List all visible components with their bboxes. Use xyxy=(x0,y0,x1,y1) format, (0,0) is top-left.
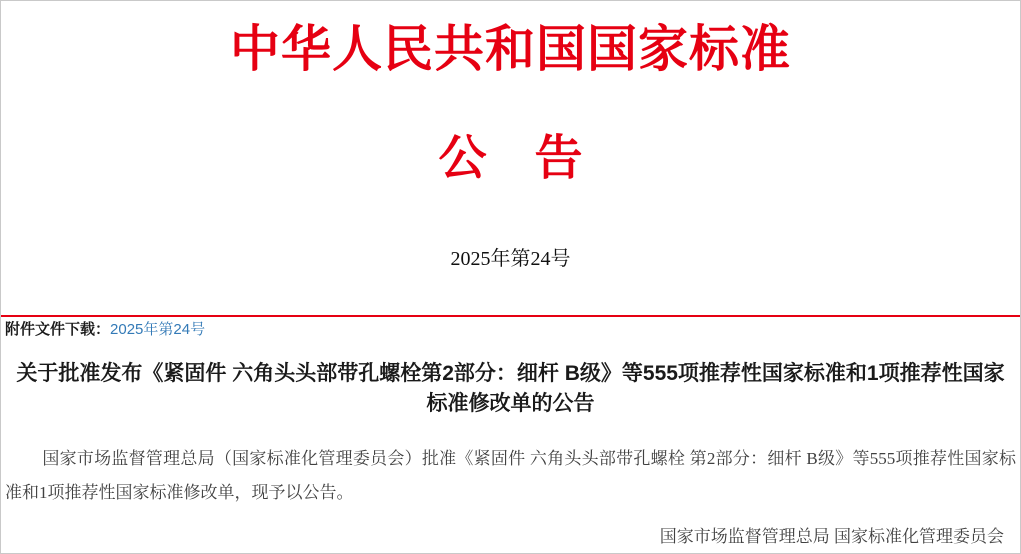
announcement-body: 国家市场监督管理总局（国家标准化管理委员会）批准《紧固件 六角头头部带孔螺栓 第2部分：细杆 B级》等555项推荐性国家标准和1项推荐性国家标准修改单，现予以公告。 xyxy=(5,449,1016,502)
page-title: 中华人民共和国国家标准 xyxy=(230,21,791,77)
page-subtitle: 公 告 xyxy=(438,132,583,185)
document-number: 2025年第24号 xyxy=(450,248,571,270)
masthead xyxy=(1,23,1020,270)
attachment-bar xyxy=(1,315,1020,345)
announcement-heading: 关于批准发布《紧固件 六角头头部带孔螺栓第2部分：细杆 B级》等555项推荐性国家标准和1项推荐性国家标准修改单的公告 xyxy=(16,362,1005,415)
issuing-authority-signature: 国家市场监督管理总局 国家标准化管理委员会 xyxy=(659,527,1004,546)
attachment-download-link[interactable]: 2025年第24号 xyxy=(110,321,206,338)
attachment-download-label: 附件文件下载： xyxy=(5,321,111,338)
